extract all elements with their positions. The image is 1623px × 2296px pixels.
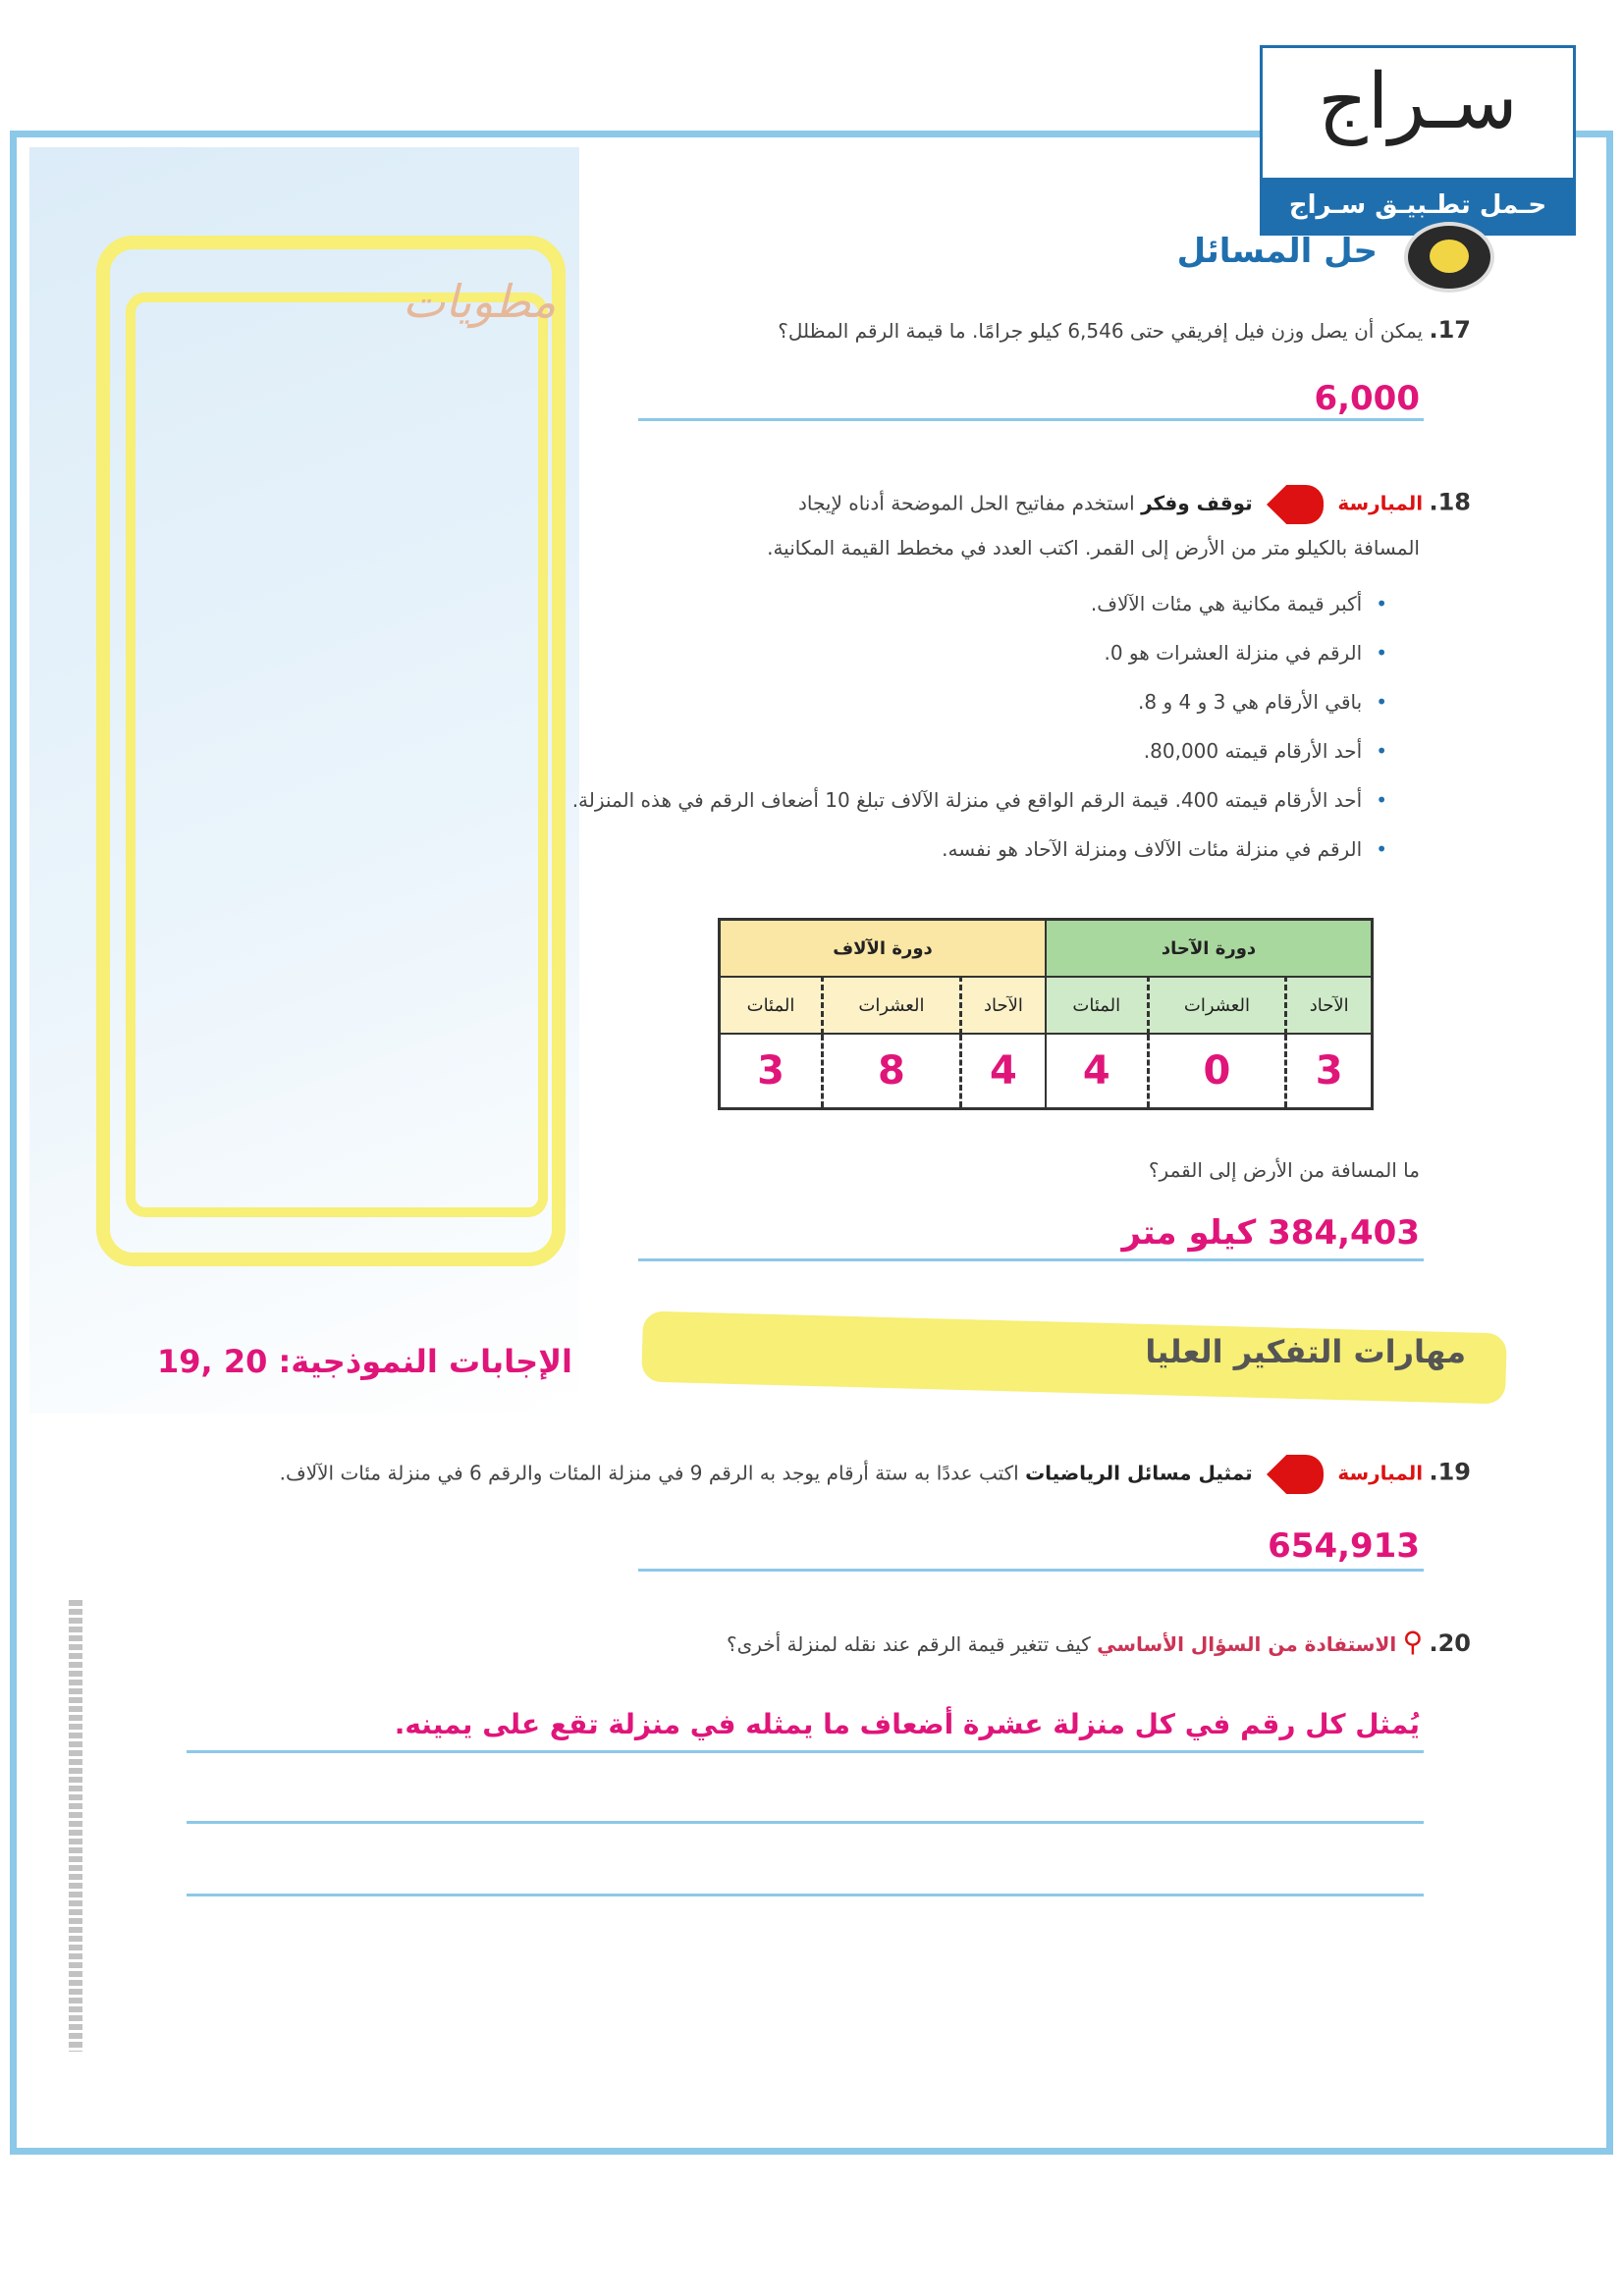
digit-cell: 3 xyxy=(720,1034,823,1109)
key-icon: ⚲ xyxy=(1402,1626,1424,1658)
q17-number: 17. xyxy=(1429,316,1471,344)
notes-box-inner xyxy=(126,293,548,1217)
logo-tagline: حـمل تطـبيـق سـراج xyxy=(1263,178,1573,233)
model-answers: الإجابات النموذجية: 20 ,19 xyxy=(157,1343,573,1380)
q17-body: يمكن أن يصل وزن فيل إفريقي حتى 6,546 كيلو جرامًا. ما قيمة الرقم المظلل؟ xyxy=(778,319,1424,343)
q20-text xyxy=(727,1626,1471,1658)
clue-item: • أكبر قيمة مكانية هي مئات الآلاف. xyxy=(504,589,1387,618)
q18-line2: المسافة بالكيلو متر من الأرض إلى القمر. اكتب العدد في مخطط القيمة المكانية. xyxy=(767,536,1420,560)
arrow-icon xyxy=(1267,1455,1324,1494)
q19-answer: 654,913 xyxy=(1268,1526,1420,1566)
thousands-period-header: دورة الآلاف xyxy=(720,920,1047,978)
ones-period-header: دورة الآحاد xyxy=(1046,920,1372,978)
q17-text xyxy=(778,316,1471,344)
q18-clues xyxy=(504,589,1387,883)
clue-item: • أحد الأرقام قيمته 80,000. xyxy=(504,736,1387,766)
digit-cell: 3 xyxy=(1286,1034,1373,1109)
q18-answer: 384,403 كيلو متر xyxy=(1121,1213,1420,1253)
q19-answer-line xyxy=(638,1569,1424,1572)
col-header: الآحاد xyxy=(960,977,1046,1034)
q20-answer: يُمثل كل رقم في كل منزلة عشرة أضعاف ما يمثله في منزلة تقع على يمينه. xyxy=(394,1708,1420,1740)
q17-answer-line xyxy=(638,418,1424,421)
place-value-chart xyxy=(718,918,1374,1110)
clue-item: • أحد الأرقام قيمته 400. قيمة الرقم الواقع في منزلة الآلاف تبلغ 10 أضعاف الرقم في هذه المنزلة. xyxy=(504,785,1387,815)
q19-number: 19. xyxy=(1429,1458,1471,1486)
q18-strategy: توقف وفكر xyxy=(1141,491,1253,515)
col-header: المئات xyxy=(1046,977,1148,1034)
q20-answer-line-2 xyxy=(187,1821,1424,1824)
digit-cell: 4 xyxy=(1046,1034,1148,1109)
q18-question: ما المسافة من الأرض إلى القمر؟ xyxy=(1148,1158,1420,1182)
globe-icon xyxy=(1404,222,1494,293)
col-header: المئات xyxy=(720,977,823,1034)
section-title: حل المسائل xyxy=(1176,232,1378,271)
siraj-logo[interactable] xyxy=(1260,45,1576,236)
col-header: الآحاد xyxy=(1286,977,1373,1034)
copyright-margin-note xyxy=(69,1600,82,2052)
digit-cell: 4 xyxy=(960,1034,1046,1109)
q20-answer-line-1 xyxy=(187,1750,1424,1753)
col-header: العشرات xyxy=(1148,977,1286,1034)
q19-body: اكتب عددًا به ستة أرقام يوجد به الرقم 9 في منزلة المئات والرقم 6 في منزلة مئات الآلاف. xyxy=(279,1461,1019,1485)
q18-tag: المبارسة xyxy=(1337,491,1424,515)
digit-cell: 0 xyxy=(1148,1034,1286,1109)
q18-answer-line xyxy=(638,1258,1424,1261)
q19-tag: المبارسة xyxy=(1337,1461,1424,1485)
clue-item: • الرقم في منزلة العشرات هو 0. xyxy=(504,638,1387,667)
q17-answer: 6,000 xyxy=(1314,379,1420,418)
q18-instruction: استخدم مفاتيح الحل الموضحة أدناه لإيجاد xyxy=(798,491,1135,515)
clue-item: • الرقم في منزلة مئات الآلاف ومنزلة الآحاد هو نفسه. xyxy=(504,834,1387,864)
q19-text xyxy=(280,1455,1471,1494)
hot-title: مهارات التفكير العليا xyxy=(1145,1333,1466,1370)
q20-tag: الاستفادة من السؤال الأساسي xyxy=(1097,1632,1397,1656)
q19-strategy: تمثيل مسائل الرياضيات xyxy=(1025,1461,1253,1485)
col-header: العشرات xyxy=(823,977,961,1034)
q18-line1 xyxy=(798,485,1471,524)
q20-body: كيف تتغير قيمة الرقم عند نقله لمنزلة أخرى؟ xyxy=(726,1632,1091,1656)
clue-item: • باقي الأرقام هي 3 و 4 و 8. xyxy=(504,687,1387,717)
notes-title: مطويات xyxy=(403,275,557,328)
q20-answer-line-3 xyxy=(187,1894,1424,1896)
q20-number: 20. xyxy=(1429,1629,1471,1657)
logo-word: سـراج xyxy=(1318,58,1518,146)
digit-cell: 8 xyxy=(823,1034,961,1109)
arrow-icon xyxy=(1267,485,1324,524)
q18-number: 18. xyxy=(1429,488,1471,516)
